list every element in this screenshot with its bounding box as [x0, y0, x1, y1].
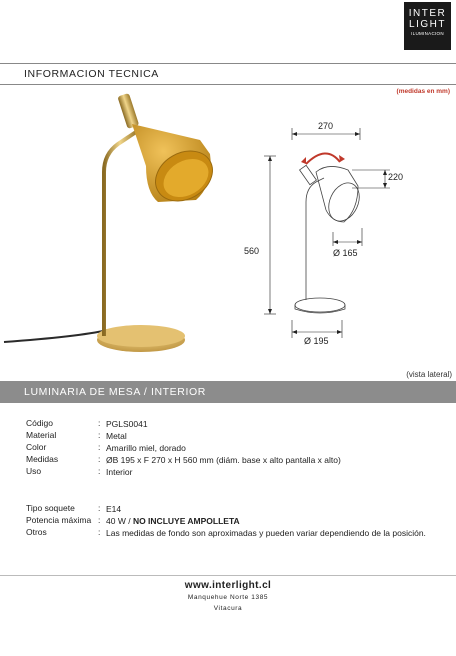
spec-row-other: Otros : Las medidas de fondo son aproximadas y pueden variar dependiendo de la posición.: [26, 527, 426, 538]
tech-section-title: INFORMACION TECNICA: [24, 68, 159, 80]
spec-value: E14: [106, 504, 122, 514]
spec-label: Otros: [26, 527, 47, 537]
specs-primary: [26, 418, 446, 478]
power-warning: NO INCLUYE AMPOLLETA: [132, 516, 240, 526]
spec-value: Interior: [106, 467, 133, 477]
spec-row-socket: Tipo soquete : E14: [26, 503, 446, 515]
spec-value: ØB 195 x F 270 x H 560 mm (diám. base x alto pantalla x alto): [106, 455, 341, 465]
dim-shade-height: 220: [388, 172, 404, 182]
footer-address-1: Manquehue Norte 1385: [187, 594, 269, 601]
lamp-joint: [117, 93, 139, 129]
spec-row-code: Código : PGLS0041: [26, 418, 446, 430]
divider-tech: [0, 84, 456, 85]
brand-line-2: LIGHT: [409, 19, 446, 30]
brand-line-1: INTER: [408, 8, 447, 19]
spec-row-color: Color : Amarillo miel, dorado: [26, 442, 446, 454]
spec-row-power: Potencia máxima : 40 W / NO INCLUYE AMPOLLETA: [26, 515, 446, 527]
divider-footer: [0, 575, 456, 576]
spec-label: Tipo soquete: [26, 503, 75, 513]
rotation-arrow: [306, 153, 340, 164]
lamp-outline: [295, 165, 365, 313]
dim-base-diameter: Ø 195: [304, 336, 329, 346]
spec-label: Medidas: [26, 454, 59, 464]
spec-value: PGLS0041: [106, 419, 148, 429]
brand-logo: [404, 2, 451, 50]
spec-value: Metal: [106, 431, 127, 441]
spec-value: Las medidas de fondo son aproximadas y pueden variar dependiendo de la posición.: [106, 528, 426, 538]
dim-shade-diameter: Ø 165: [333, 248, 358, 258]
spec-row-material: Material : Metal: [26, 430, 446, 442]
specs-secondary: [26, 503, 446, 553]
footer-address-2: Vitacura: [213, 605, 243, 612]
dim-height: 560: [244, 246, 260, 256]
view-note: (vista lateral): [406, 370, 452, 379]
divider-top: [0, 63, 456, 64]
product-type-band: [0, 381, 456, 403]
brand-line-3: ILUMINACION: [411, 31, 444, 36]
spec-label: Color: [26, 442, 47, 452]
product-photo: [0, 92, 240, 360]
dim-width: 270: [318, 121, 334, 131]
units-note: (medidas en mm): [396, 88, 450, 95]
cable: [4, 330, 108, 342]
spec-label: Material: [26, 430, 57, 440]
spec-row-measures: Medidas : ØB 195 x F 270 x H 560 mm (diám. base x alto pantalla x alto): [26, 454, 446, 466]
lamp-stem: [104, 132, 136, 336]
spec-label: Código: [26, 418, 53, 428]
product-type-title: LUMINARIA DE MESA / INTERIOR: [24, 386, 206, 398]
spec-value: Amarillo miel, dorado: [106, 443, 186, 453]
spec-row-use: Uso : Interior: [26, 466, 446, 478]
power-value: 40 W /: [106, 516, 133, 526]
technical-drawing: [240, 92, 456, 360]
spec-label: Potencia máxima: [26, 515, 92, 525]
footer-website[interactable]: www.interlight.cl: [184, 580, 272, 591]
spec-label: Uso: [26, 466, 42, 476]
